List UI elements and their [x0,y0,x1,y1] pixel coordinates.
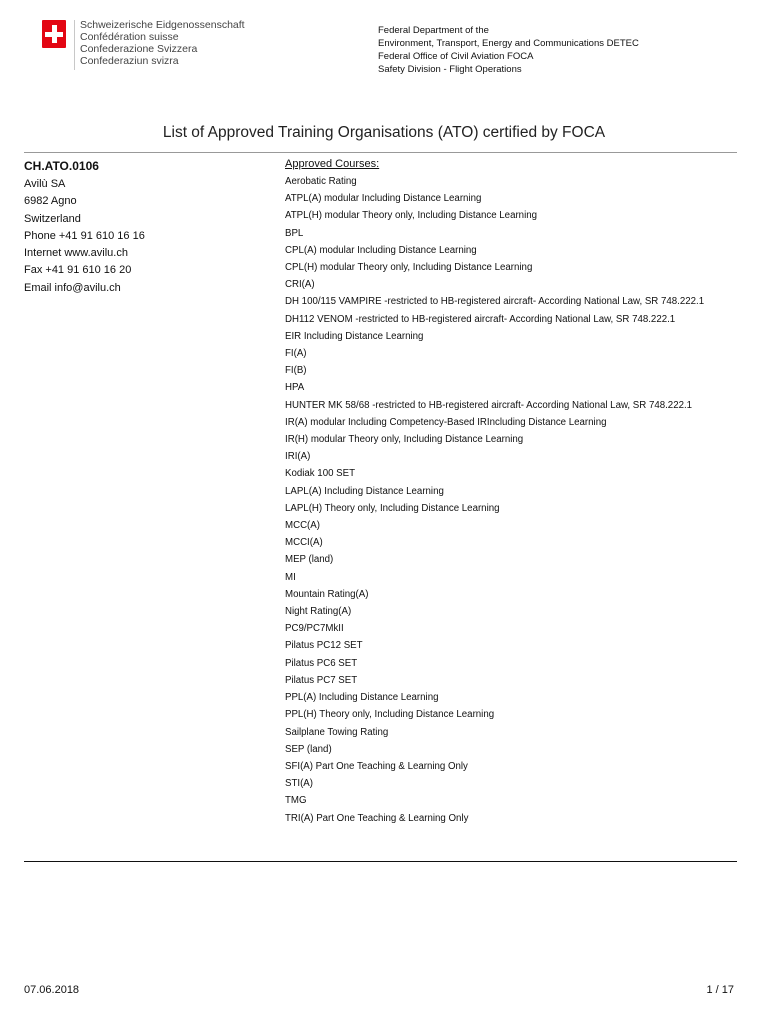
course-item: HUNTER MK 58/68 -restricted to HB-registered aircraft- According National Law, SR 748.222.1 [285,399,693,411]
organisation-id: CH.ATO.0106 [24,159,99,173]
footer-divider [24,861,737,862]
course-item: TRI(A) Part One Teaching & Learning Only [285,812,469,824]
course-item: PPL(H) Theory only, Including Distance Learning [285,709,495,721]
course-item: SEP (land) [285,743,332,755]
course-item: BPL [285,227,304,239]
organisation-internet: Internet www.avilu.ch [24,247,128,260]
course-item: Kodiak 100 SET [285,468,356,480]
department-line: Federal Office of Civil Aviation FOCA [378,51,534,62]
swiss-confederation-logo [42,20,272,72]
course-item: FI(B) [285,365,307,377]
organisation-fax: Fax +41 91 610 16 20 [24,264,132,277]
header-divider [24,152,737,153]
course-item: Mountain Rating(A) [285,588,369,600]
logo-divider [74,20,75,70]
approved-courses-section [285,156,737,827]
page-title: List of Approved Training Organisations (ATO) certified by FOCA [162,124,606,141]
course-item: MCCI(A) [285,537,323,549]
course-item: LAPL(H) Theory only, Including Distance Learning [285,502,500,514]
course-item: SFI(A) Part One Teaching & Learning Only [285,760,468,772]
department-block [378,24,639,76]
course-item: Pilatus PC7 SET [285,674,358,686]
footer-date: 07.06.2018 [24,984,80,996]
course-item: MI [285,571,296,583]
course-item: CPL(A) modular Including Distance Learning [285,244,477,256]
course-item: Sailplane Towing Rating [285,726,389,738]
course-item: Pilatus PC6 SET [285,657,358,669]
course-item: PPL(A) Including Distance Learning [285,692,439,704]
course-item: CRI(A) [285,279,315,291]
course-item: PC9/PC7MkII [285,623,344,635]
organisation-details [24,158,264,297]
course-list [285,173,737,827]
course-item: TMG [285,795,307,807]
course-item: MCC(A) [285,520,320,532]
organisation-name: Avilù SA [24,178,66,190]
confederation-name-rm: Confederaziun svizra [80,55,179,67]
course-item: DH 100/115 VAMPIRE -restricted to HB-registered aircraft- According National Law, SR 748.222.1 [285,296,705,308]
organisation-city: 6982 Agno [24,195,77,208]
course-item: Night Rating(A) [285,606,352,618]
department-line: Environment, Transport, Energy and Communications DETEC [378,38,639,49]
course-item: FI(A) [285,348,307,360]
course-item: ATPL(H) modular Theory only, Including Distance Learning [285,210,537,222]
course-item: MEP (land) [285,554,334,566]
organisation-phone: Phone +41 91 610 16 16 [24,229,145,242]
page-number: 1 / 17 [706,984,734,996]
organisation-country: Switzerland [24,212,81,225]
confederation-name-it: Confederazione Svizzera [80,43,198,55]
course-item: DH112 VENOM -restricted to HB-registered aircraft- According National Law, SR 748.222.1 [285,313,676,325]
organisation-email: Email info@avilu.ch [24,281,121,294]
course-item: Aerobatic Rating [285,176,357,187]
course-item: IR(A) modular Including Competency-Based IRIncluding Distance Learning [285,416,607,428]
course-item: STI(A) [285,778,313,790]
course-item: HPA [285,382,305,394]
confederation-names [80,19,245,67]
course-item: IRI(A) [285,451,311,463]
confederation-name-fr: Confédération suisse [80,31,179,43]
course-item: IR(H) modular Theory only, Including Distance Learning [285,434,524,446]
course-item: ATPL(A) modular Including Distance Learning [285,193,482,205]
course-item: Pilatus PC12 SET [285,640,363,652]
confederation-name-de: Schweizerische Eidgenossenschaft [80,19,245,31]
approved-courses-heading: Approved Courses: [285,158,380,170]
department-line: Safety Division - Flight Operations [378,64,522,75]
swiss-flag-icon [42,20,66,48]
department-line: Federal Department of the [378,25,489,36]
course-item: CPL(H) modular Theory only, Including Distance Learning [285,262,533,274]
course-item: LAPL(A) Including Distance Learning [285,485,444,497]
course-item: EIR Including Distance Learning [285,330,424,342]
